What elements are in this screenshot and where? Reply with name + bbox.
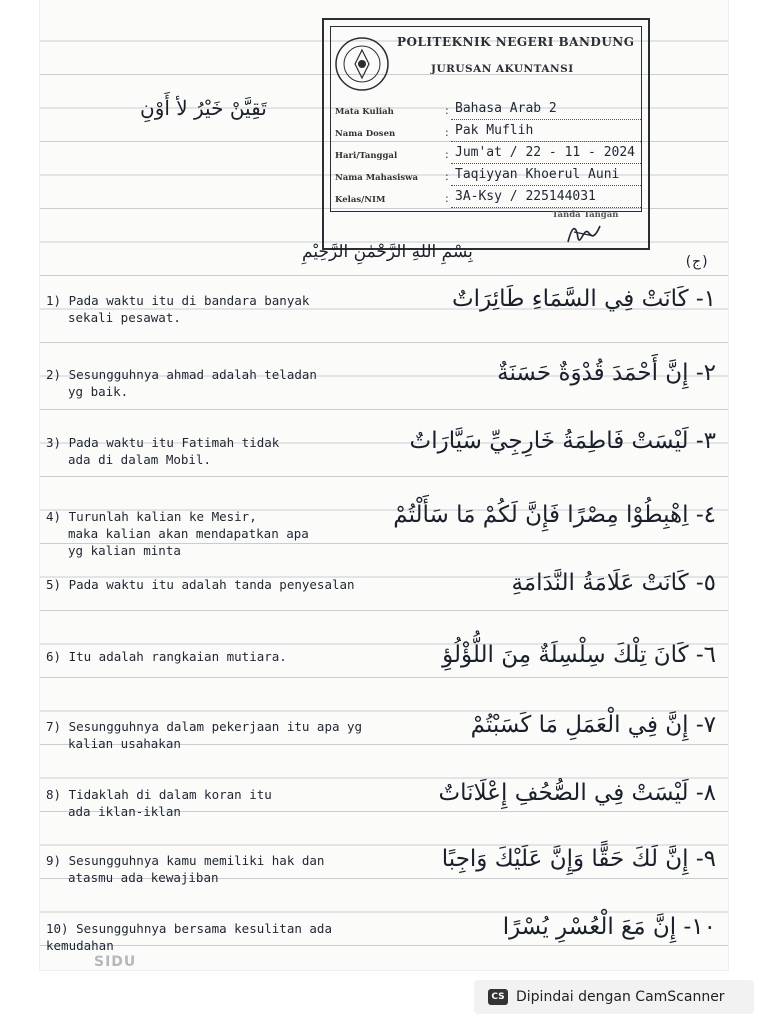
list-item: [40, 570, 728, 646]
section-marker: (ج): [684, 254, 710, 270]
arabic-sentence: ٢- إِنَّ أَحْمَدَ قُدْوَةٌ حَسَنَةٌ: [497, 360, 716, 386]
field-label: Mata Kuliah: [335, 107, 394, 117]
translation: 10) Sesungguhnya bersama kesulitan ada kemudahan: [46, 921, 332, 953]
translation: 7) Sesungguhnya dalam pekerjaan itu apa yg kalian usahakan: [46, 719, 363, 751]
signature-icon: [564, 220, 604, 248]
camscanner-badge: [474, 980, 754, 1014]
field-value: Jum'at / 22 - 11 - 2024: [455, 145, 636, 160]
basmala: بِسْمِ اللهِ الرَّحْمٰنِ الرَّحِيْمِ: [302, 242, 473, 262]
field-label: Nama Mahasiswa: [335, 173, 418, 183]
arabic-sentence: ٩- إِنَّ لَكَ حَقًّا وَإِنَّ عَلَيْكَ وَاجِبًا: [441, 846, 716, 872]
paper-brand-watermark: SIDU: [94, 954, 137, 970]
department-name: JURUSAN AKUNTANSI: [431, 63, 574, 75]
translation: 4) Turunlah kalian ke Mesir, maka kalian akan mendapatkan apa yg kalian minta: [46, 509, 309, 558]
field-student-name: Nama Mahasiswa : Taqiyyan Khoerul Auni: [335, 167, 641, 189]
field-course: Mata Kuliah : Bahasa Arab 2: [335, 101, 641, 123]
list-item: [40, 642, 728, 718]
field-lecturer: Nama Dosen : Pak Muflih: [335, 123, 641, 145]
field-label: Kelas/NIM: [335, 195, 386, 205]
notebook-page: [40, 0, 728, 970]
list-item: [40, 712, 728, 788]
field-value: 3A-Ksy / 225144031: [455, 189, 596, 204]
field-label: Nama Dosen: [335, 129, 396, 139]
translation: 2) Sesungguhnya ahmad adalah teladan yg baik.: [46, 367, 317, 399]
field-class-nim: Kelas/NIM : 3A-Ksy / 225144031: [335, 189, 641, 211]
translation: 5) Pada waktu itu adalah tanda penyesalan: [46, 577, 355, 592]
stamp-inner-frame: [330, 26, 642, 212]
arabic-sentence: ١٠- إِنَّ مَعَ الْعُسْرِ يُسْرًا: [502, 914, 716, 940]
camscanner-icon: CS: [488, 989, 508, 1005]
arabic-sentence: ٨- لَيْسَتْ فِي الصُّحُفِ إِعْلَانَاتٌ: [438, 780, 716, 806]
field-label: Hari/Tanggal: [335, 151, 398, 161]
translation: 3) Pada waktu itu Fatimah tidak ada di dalam Mobil.: [46, 435, 280, 467]
arabic-sentence: ٥- كَانَتْ عَلَامَةُ النَّدَامَةِ: [511, 570, 716, 596]
translation: 8) Tidaklah di dalam koran itu ada iklan-iklan: [46, 787, 272, 819]
arabic-sentence: ٤- اِهْبِطُوْا مِصْرًا فَإِنَّ لَكُمْ مَا سَأَلْتُمْ: [393, 502, 716, 528]
list-item: [40, 502, 728, 578]
polban-logo-icon: [331, 33, 393, 95]
arabic-sentence: ٦- كَانَ تِلْكَ سِلْسِلَةٌ مِنَ اللُّؤْلُؤِ: [442, 642, 716, 668]
field-value: Bahasa Arab 2: [455, 101, 557, 116]
list-item: [40, 914, 728, 970]
institution-name: POLITEKNIK NEGERI BANDUNG: [397, 35, 635, 49]
field-date: Hari/Tanggal : Jum'at / 22 - 11 - 2024: [335, 145, 641, 167]
arabic-title: تَقِيَّنْ خَيْرُ لأ أَوْنِ: [140, 96, 267, 120]
field-value: Pak Muflih: [455, 123, 534, 138]
field-value: Taqiyyan Khoerul Auni: [455, 167, 620, 182]
exam-stamp: [322, 18, 650, 250]
list-item: [40, 360, 728, 436]
list-item: [40, 846, 728, 922]
signature-label: Tanda Tangan: [552, 210, 619, 220]
arabic-sentence: ٣- لَيْسَتْ فَاطِمَةُ خَارِجِيِّ سَيَّارَاتٌ: [409, 428, 716, 454]
camscanner-text: Dipindai dengan CamScanner: [516, 989, 725, 1005]
list-item: [40, 286, 728, 362]
arabic-sentence: ١- كَانَتْ فِي السَّمَاءِ طَائِرَاتٌ: [452, 286, 716, 312]
translation: 6) Itu adalah rangkaian mutiara.: [46, 649, 287, 664]
translation: 9) Sesungguhnya kamu memiliki hak dan atasmu ada kewajiban: [46, 853, 325, 885]
list-item: [40, 428, 728, 504]
arabic-sentence: ٧- إِنَّ فِي الْعَمَلِ مَا كَسَبْتُمْ: [470, 712, 716, 738]
translation: 1) Pada waktu itu di bandara banyak sekali pesawat.: [46, 293, 310, 325]
